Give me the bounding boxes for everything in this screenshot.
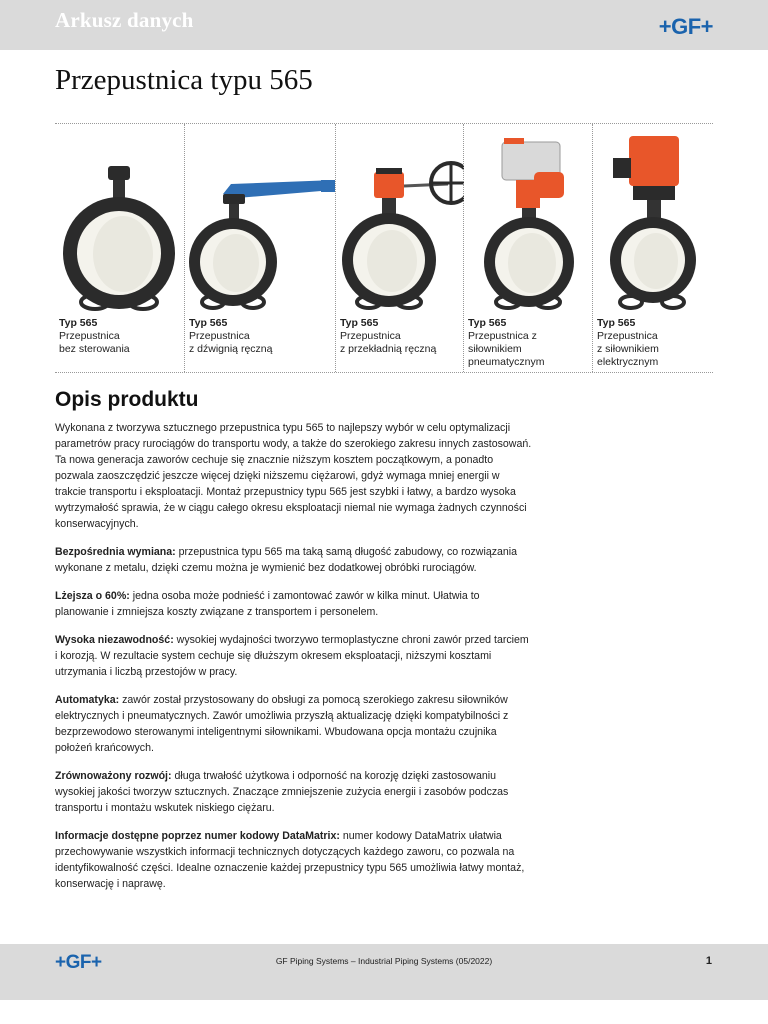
feature-text: jedna osoba może podnieść i zamontować zawór w kilka minut. Ułatwia to planowanie i zmniejsza koszty związane z transportem i personelem. (55, 590, 480, 618)
product-card-electric (592, 124, 714, 372)
feature-label: Lżejsza o 60%: (55, 590, 130, 602)
feature-text: wysokiej wydajności tworzywo termoplastyczne chroni zawór przed tarciem i korozją. W rezultacie system cechuje się dłuższym okresem eksploatacji, niższymi kosztami utrzymania i liczbą przestojów w pracy. (55, 634, 529, 678)
product-description: Przepustnica z dźwignią ręczną (189, 330, 273, 355)
section-title-product-description: Opis produktu (55, 388, 199, 411)
product-type: Typ 565 (597, 317, 636, 329)
document-type-label: Arkusz danych (55, 8, 194, 32)
product-description: Przepustnica z siłownikiem elektrycznym (597, 330, 659, 368)
product-caption (597, 317, 659, 369)
feature-text: przepustnica typu 565 ma taką samą długość zabudowy, co rozwiązania wykonane z metalu, dzięki czemu można je wymienić bez dodatkowej obróbki rurociągów. (55, 546, 518, 574)
valve-lever-image (185, 128, 336, 313)
valve-bare-image (55, 128, 184, 313)
product-description: Przepustnica bez sterowania (59, 330, 130, 355)
product-card-pneumatic (463, 124, 593, 372)
product-type: Typ 565 (468, 317, 507, 329)
feature-paragraph (55, 544, 533, 576)
product-card-gear (335, 124, 464, 372)
product-caption (468, 317, 544, 369)
product-card-lever (184, 124, 336, 372)
gf-logo: +GF+ (658, 14, 713, 39)
feature-label: Wysoka niezawodność: (55, 634, 174, 646)
feature-paragraph (55, 588, 533, 620)
feature-label: Automatyka: (55, 694, 120, 706)
feature-text: zawór został przystosowany do obsługi za pomocą szerokiego zakresu siłowników elektrycznych i pneumatycznych. Zawór umożliwia przyszłą aktualizację dzięki kompatybilności z bezprzewodowo sterowanymi inteligentnymi siłownikami. Wbudowana opcja montażu czujnika położeń krańcowych. (55, 694, 509, 754)
feature-label: Bezpośrednia wymiana: (55, 546, 176, 558)
feature-text: długa trwałość użytkowa i odporność na korozję dzięki zastosowaniu wysokiej jakości tworzyw sztucznych. Znaczące zmniejszenie zużycia energii i zasobów podczas transportu i montażu wskutek niskiego ciężaru. (55, 770, 509, 814)
product-caption (59, 317, 130, 356)
feature-paragraph (55, 692, 533, 756)
page-title: Przepustnica typu 565 (55, 64, 313, 96)
product-type: Typ 565 (59, 317, 98, 329)
product-type: Typ 565 (189, 317, 228, 329)
feature-label: Informacje dostępne poprzez numer kodowy DataMatrix: (55, 830, 340, 842)
product-caption (340, 317, 436, 356)
product-type: Typ 565 (340, 317, 379, 329)
product-variants-row (55, 123, 713, 373)
product-description: Przepustnica z siłownikiem pneumatycznym (468, 330, 545, 368)
product-description-body (55, 420, 533, 904)
valve-electric-image (593, 128, 714, 313)
intro-paragraph: Wykonana z tworzywa sztucznego przepustnica typu 565 to najlepszy wybór w celu optymalizacji parametrów pracy rurociągów do transportu wody, a także do szerokiego zakresu innych zastosowań. Ta nowa generacja zaworów cechuje się znacznie niższym kosztem początkowym, a ponadto pozwala zaoszczędzić jeszcze więcej dzięki niższemu ciężarowi, gdyż wymaga mniej energii w trakcie transportu i eksploatacji. Montaż przepustnicy typu 565 jest szybki i łatwy, a bardzo wysoka wytrzymałość sprawia, że w ciągu całego okresu eksploatacji niemal nie wymaga żadnych czynności konserwacyjnych. (55, 422, 532, 530)
page-number: 1 (705, 955, 712, 967)
product-description: Przepustnica z przekładnią ręczną (340, 330, 437, 355)
product-caption (189, 317, 272, 356)
feature-paragraph (55, 828, 533, 892)
feature-text: numer kodowy DataMatrix ułatwia przechowywanie wszystkich informacji technicznych dotyczących każdego zaworu, co pozwala na identyfikowalność części. Idealne oznaczenie każdej przepustnicy typu 565 umożliwia łatwy montaż, konserwację i naprawę. (55, 830, 525, 890)
gf-logo: +GF+ (55, 952, 102, 973)
valve-pneumatic-image (464, 128, 593, 313)
footer-bar (0, 944, 768, 1000)
header-bar (0, 0, 768, 50)
feature-paragraph (55, 768, 533, 816)
valve-gear-image (336, 128, 464, 313)
feature-paragraph (55, 632, 533, 680)
product-card-bare (55, 124, 184, 372)
footer-publisher-text: GF Piping Systems – Industrial Piping Systems (05/2022) (275, 956, 493, 966)
feature-label: Zrównoważony rozwój: (55, 770, 172, 782)
